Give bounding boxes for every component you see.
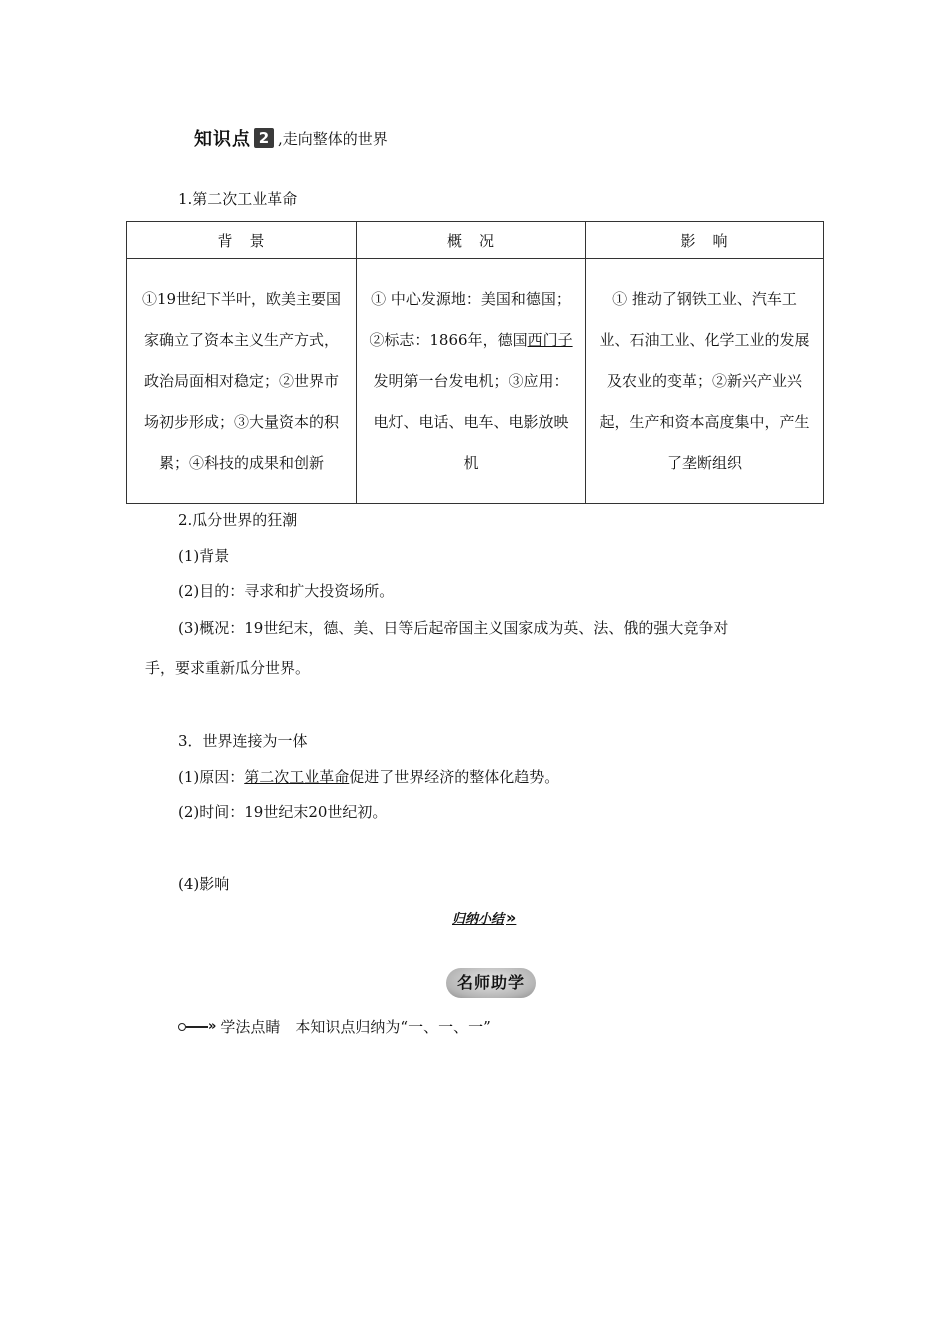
overview-text-post: 发明第一台发电机；③应用：电灯、电话、电车、电影放映机 bbox=[373, 371, 569, 472]
cell-overview bbox=[357, 259, 586, 504]
overview-text-pre: ① 中心发源地：美国和德国；②标志：1866年，德国 bbox=[369, 289, 571, 349]
background-text: ①19世纪下半叶，欧美主要国家确立了资本主义生产方式，政治局面相对稳定；②世界市场初步形成；③大量资本的积累；④科技的成果和创新 bbox=[141, 289, 342, 472]
header-impact: 影 响 bbox=[586, 222, 824, 259]
section-3-item-4: (4)影响 bbox=[178, 875, 230, 893]
teacher-help-badge: 名师助学 bbox=[446, 968, 536, 998]
summary-tag-label: 归纳小结 bbox=[452, 912, 505, 927]
section-2-item-2: (2)目的：寻求和扩大投资场所。 bbox=[178, 582, 395, 600]
tip-text: 学法点睛 本知识点归纳为“一、一、一” bbox=[220, 1018, 491, 1036]
knowledge-point-title: ,走向整体的世界 bbox=[278, 129, 388, 148]
reason-underlined: 第二次工业革命 bbox=[244, 768, 350, 786]
tip-arrow-icon: » bbox=[178, 1020, 216, 1033]
knowledge-point-heading bbox=[194, 125, 388, 151]
cell-impact bbox=[586, 259, 824, 504]
industrial-revolution-table bbox=[126, 221, 824, 504]
section-2-title: 2.瓜分世界的狂潮 bbox=[178, 511, 298, 529]
reason-pre: (1)原因： bbox=[178, 768, 245, 786]
table-row bbox=[127, 259, 824, 504]
section-2-item-3-line-1: (3)概况：19世纪末，德、美、日等后起帝国主义国家成为英、法、俄的强大竞争对 bbox=[178, 619, 729, 637]
reason-post: 促进了世界经济的整体化趋势。 bbox=[349, 768, 560, 786]
section-2-item-1: (1)背景 bbox=[178, 547, 230, 565]
section-1-title: 1.第二次工业革命 bbox=[178, 190, 298, 208]
section-3-item-1 bbox=[178, 766, 559, 787]
double-chevron-icon: » bbox=[506, 908, 517, 927]
header-background: 背 景 bbox=[127, 222, 357, 259]
overview-text bbox=[357, 279, 585, 484]
siemens-underlined: 西门子 bbox=[527, 330, 573, 349]
knowledge-point-number: 2 bbox=[254, 128, 274, 148]
summary-tag bbox=[452, 908, 516, 927]
knowledge-point-label: 知识点 bbox=[194, 129, 251, 150]
header-overview: 概 况 bbox=[357, 222, 586, 259]
section-3-item-2: (2)时间：19世纪末20世纪初。 bbox=[178, 803, 388, 821]
section-2-item-3-line-2: 手，要求重新瓜分世界。 bbox=[145, 659, 311, 677]
impact-text: ① 推动了钢铁工业、汽车工业、石油工业、化学工业的发展及农业的变革；②新兴产业兴起，生产和资本高度集中，产生了垄断组织 bbox=[599, 289, 810, 472]
table-header-row bbox=[127, 222, 824, 259]
section-3-title: 3．世界连接为一体 bbox=[178, 732, 308, 750]
cell-background bbox=[127, 259, 357, 504]
study-tip bbox=[178, 1016, 491, 1037]
